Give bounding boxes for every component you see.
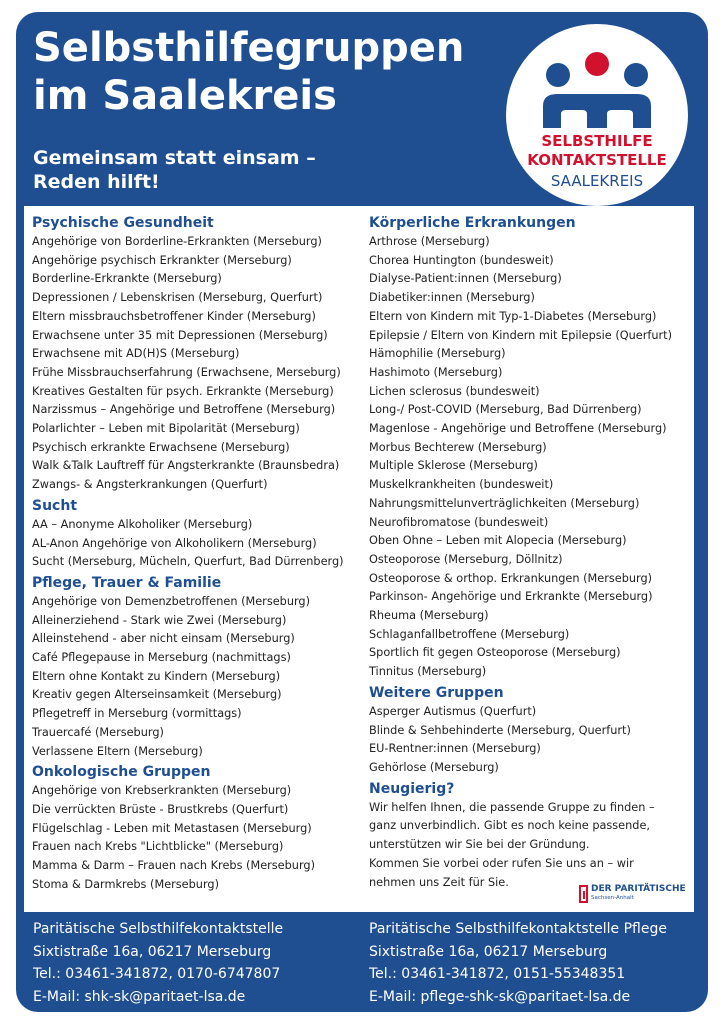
content-panel xyxy=(24,206,694,912)
group-list-item: Angehörige von Krebserkrankten (Merseburg) xyxy=(32,784,292,798)
group-list-item: Lichen sclerosus (bundesweit) xyxy=(369,384,540,398)
right-column xyxy=(369,212,694,892)
selbsthilfe-logo xyxy=(506,24,688,206)
footer-left-org: Paritätische Selbsthilfekontaktstelle xyxy=(33,921,284,937)
group-list-item: Walk &Talk Lauftreff für Angsterkrankte (Braunsbedra) xyxy=(32,459,340,473)
footer-right-email: E-Mail: pflege-shk-sk@paritaet-lsa.de xyxy=(369,988,631,1005)
cta-line: Wir helfen Ihnen, die passende Gruppe zu finden – xyxy=(369,800,655,814)
section-title: Psychische Gesundheit xyxy=(32,215,214,231)
footer-contact-left xyxy=(33,918,283,1008)
group-list-item: Eltern missbrauchsbetroffener Kinder (Merseburg) xyxy=(32,309,316,323)
page-title xyxy=(33,24,464,120)
group-list-item: Eltern von Kindern mit Typ-1-Diabetes (Merseburg) xyxy=(369,309,657,323)
right-sections xyxy=(369,213,694,778)
group-list-item: Blinde & Sehbehinderte (Merseburg, Querfurt) xyxy=(369,723,631,737)
group-list-item: Stoma & Darmkrebs (Merseburg) xyxy=(32,877,219,891)
group-list-item: Parkinson- Angehörige und Erkrankte (Merseburg) xyxy=(369,590,653,604)
group-list-item: Alleinerziehend - Stark wie Zwei (Merseburg) xyxy=(32,613,287,627)
group-list-item: Nahrungsmittelunverträglichkeiten (Merseburg) xyxy=(369,496,640,510)
group-list-item: Chorea Huntington (bundesweit) xyxy=(369,253,554,267)
group-list-item: Neurofibromatose (bundesweit) xyxy=(369,515,549,529)
group-list-item: Angehörige von Borderline-Erkrankten (Merseburg) xyxy=(32,235,322,248)
partner-subtitle: Sachsen-Anhalt xyxy=(591,895,634,901)
section-title: Körperliche Erkrankungen xyxy=(369,215,576,231)
group-list-item: Tinnitus (Merseburg) xyxy=(369,665,487,679)
group-list-item: Oben Ohne – Leben mit Alopecia (Merseburg) xyxy=(369,534,627,548)
group-list-item: Magenlose - Angehörige und Betroffene (Merseburg) xyxy=(369,422,667,436)
cta-title: Neugierig? xyxy=(369,780,455,797)
title-line-2: im Saalekreis xyxy=(33,73,337,119)
cta-body xyxy=(369,799,694,893)
header xyxy=(16,12,708,206)
group-list-item: Kreatives Gestalten für psych. Erkrankte (Merseburg) xyxy=(32,384,334,398)
subtitle-line-2: Reden hilft! xyxy=(33,171,160,193)
group-list-item: Depressionen / Lebenskrisen (Merseburg, Querfurt) xyxy=(32,291,323,305)
group-list-item: Verlassene Eltern (Merseburg) xyxy=(32,744,203,758)
group-list-item: Morbus Bechterew (Merseburg) xyxy=(369,440,547,454)
group-list-item: Osteoporose & orthop. Erkrankungen (Merseburg) xyxy=(369,571,653,585)
group-list-item: Flügelschlag - Leben mit Metastasen (Merseburg) xyxy=(32,821,312,835)
group-list-item: Erwachsene unter 35 mit Depressionen (Merseburg) xyxy=(32,328,328,342)
partner-name: DER PARITÄTISCHE xyxy=(591,884,686,894)
group-list-item: Osteoporose (Merseburg, Döllnitz) xyxy=(369,552,563,566)
section-title: Weitere Gruppen xyxy=(369,684,504,701)
subtitle-line-1: Gemeinsam statt einsam – xyxy=(33,147,316,169)
cta-line: Kommen Sie vorbei oder rufen Sie uns an – wir xyxy=(369,856,634,870)
group-list-item: Asperger Autismus (Querfurt) xyxy=(369,704,537,718)
group-list-item: Sportlich fit gegen Osteoporose (Merseburg) xyxy=(369,646,621,660)
footer-right-address: Sixtistraße 16a, 06217 Merseburg xyxy=(369,943,608,960)
footer-right-phone: Tel.: 03461-341872, 0151-55348351 xyxy=(369,966,626,982)
group-list-item: Die verrückten Brüste - Brustkrebs (Querfurt) xyxy=(32,802,289,816)
group-list-item: Rheuma (Merseburg) xyxy=(369,609,489,623)
group-list-item: EU-Rentner:innen (Merseburg) xyxy=(369,742,541,756)
paritaetische-logo xyxy=(579,883,686,905)
cta-line: nehmen uns Zeit für Sie. xyxy=(369,875,509,889)
group-list-item: Angehörige von Demenzbetroffenen (Merseburg) xyxy=(32,594,311,608)
footer-left-phone: Tel.: 03461-341872, 0170-6747807 xyxy=(33,966,281,982)
logo-text-saalekreis: SAALEKREIS xyxy=(550,172,644,190)
footer-left-email: E-Mail: shk-sk@paritaet-lsa.de xyxy=(33,988,246,1005)
group-list-item: Dialyse-Patient:innen (Merseburg) xyxy=(369,272,562,286)
left-column xyxy=(32,212,362,895)
subtitle xyxy=(33,146,316,194)
group-list-item: Zwangs- & Angsterkrankungen (Querfurt) xyxy=(32,478,268,492)
group-list-item: Kreativ gegen Alterseinsamkeit (Merseburg) xyxy=(32,688,282,702)
title-line-1: Selbsthilfegruppen xyxy=(33,25,465,71)
logo-text-kontaktstelle: KONTAKTSTELLE xyxy=(527,151,667,169)
group-list-item: Gehörlose (Merseburg) xyxy=(369,760,499,774)
group-list-item: Pflegetreff in Merseburg (vormittags) xyxy=(32,707,242,721)
section-title: Sucht xyxy=(32,497,78,514)
group-list-item: Angehörige psychisch Erkrankter (Merseburg) xyxy=(32,253,292,267)
group-list-item: Frauen nach Krebs "Lichtblicke" (Merseburg) xyxy=(32,840,284,854)
group-list-item: Frühe Missbrauchserfahrung (Erwachsene, Merseburg) xyxy=(32,365,341,379)
group-list-item: Hämophilie (Merseburg) xyxy=(369,347,506,361)
group-list-item: Muskelkrankheiten (bundesweit) xyxy=(369,478,554,492)
footer-right-org: Paritätische Selbsthilfekontaktstelle Pflege xyxy=(369,921,667,937)
section-title: Onkologische Gruppen xyxy=(32,764,211,781)
footer-contact-right xyxy=(369,918,667,1008)
group-list-item: Narzissmus – Angehörige und Betroffene (Merseburg) xyxy=(32,403,336,417)
group-list-item: Trauercafé (Merseburg) xyxy=(32,725,164,739)
group-list-item: Mamma & Darm – Frauen nach Krebs (Merseburg) xyxy=(32,859,315,873)
group-list-item: AA – Anonyme Alkoholiker (Merseburg) xyxy=(32,517,253,531)
group-list-item: Polarlichter – Leben mit Bipolarität (Merseburg) xyxy=(32,422,300,436)
group-list-item: Schlaganfallbetroffene (Merseburg) xyxy=(369,627,570,641)
group-list-item: Arthrose (Merseburg) xyxy=(369,235,490,248)
group-list-item: Multiple Sklerose (Merseburg) xyxy=(369,459,538,473)
group-list-item: Sucht (Merseburg, Mücheln, Querfurt, Bad Dürrenberg) xyxy=(32,555,344,569)
paritaetische-mark-icon xyxy=(579,885,588,903)
group-list-item: Psychisch erkrankte Erwachsene (Merseburg) xyxy=(32,440,290,454)
group-list-item: Long-/ Post-COVID (Merseburg, Bad Dürrenberg) xyxy=(369,403,642,417)
group-list-item: Alleinstehend - aber nicht einsam (Merseburg) xyxy=(32,632,295,646)
group-list-item: Hashimoto (Merseburg) xyxy=(369,365,503,379)
cta-line: unterstützen wir Sie bei der Gründung. xyxy=(369,838,590,852)
group-list-item: Erwachsene mit AD(H)S (Merseburg) xyxy=(32,347,240,361)
logo-text-selbsthilfe: SELBSTHILFE xyxy=(541,132,653,150)
group-list-item: Café Pflegepause in Merseburg (nachmittags) xyxy=(32,651,291,665)
people-icon xyxy=(541,48,653,128)
group-list-item: Borderline-Erkrankte (Merseburg) xyxy=(32,272,222,286)
group-list-item: Epilepsie / Eltern von Kindern mit Epilepsie (Querfurt) xyxy=(369,328,673,342)
group-list-item: Eltern ohne Kontakt zu Kindern (Merseburg) xyxy=(32,669,281,683)
footer-left-address: Sixtistraße 16a, 06217 Merseburg xyxy=(33,943,272,960)
footer xyxy=(16,912,708,1012)
section-title: Pflege, Trauer & Familie xyxy=(32,574,222,591)
group-list-item: AL-Anon Angehörige von Alkoholikern (Merseburg) xyxy=(32,536,317,550)
flyer-frame xyxy=(16,12,708,1012)
cta-line: ganz unverbindlich. Gibt es noch keine passende, xyxy=(369,819,651,833)
group-list-item: Diabetiker:innen (Merseburg) xyxy=(369,291,535,305)
